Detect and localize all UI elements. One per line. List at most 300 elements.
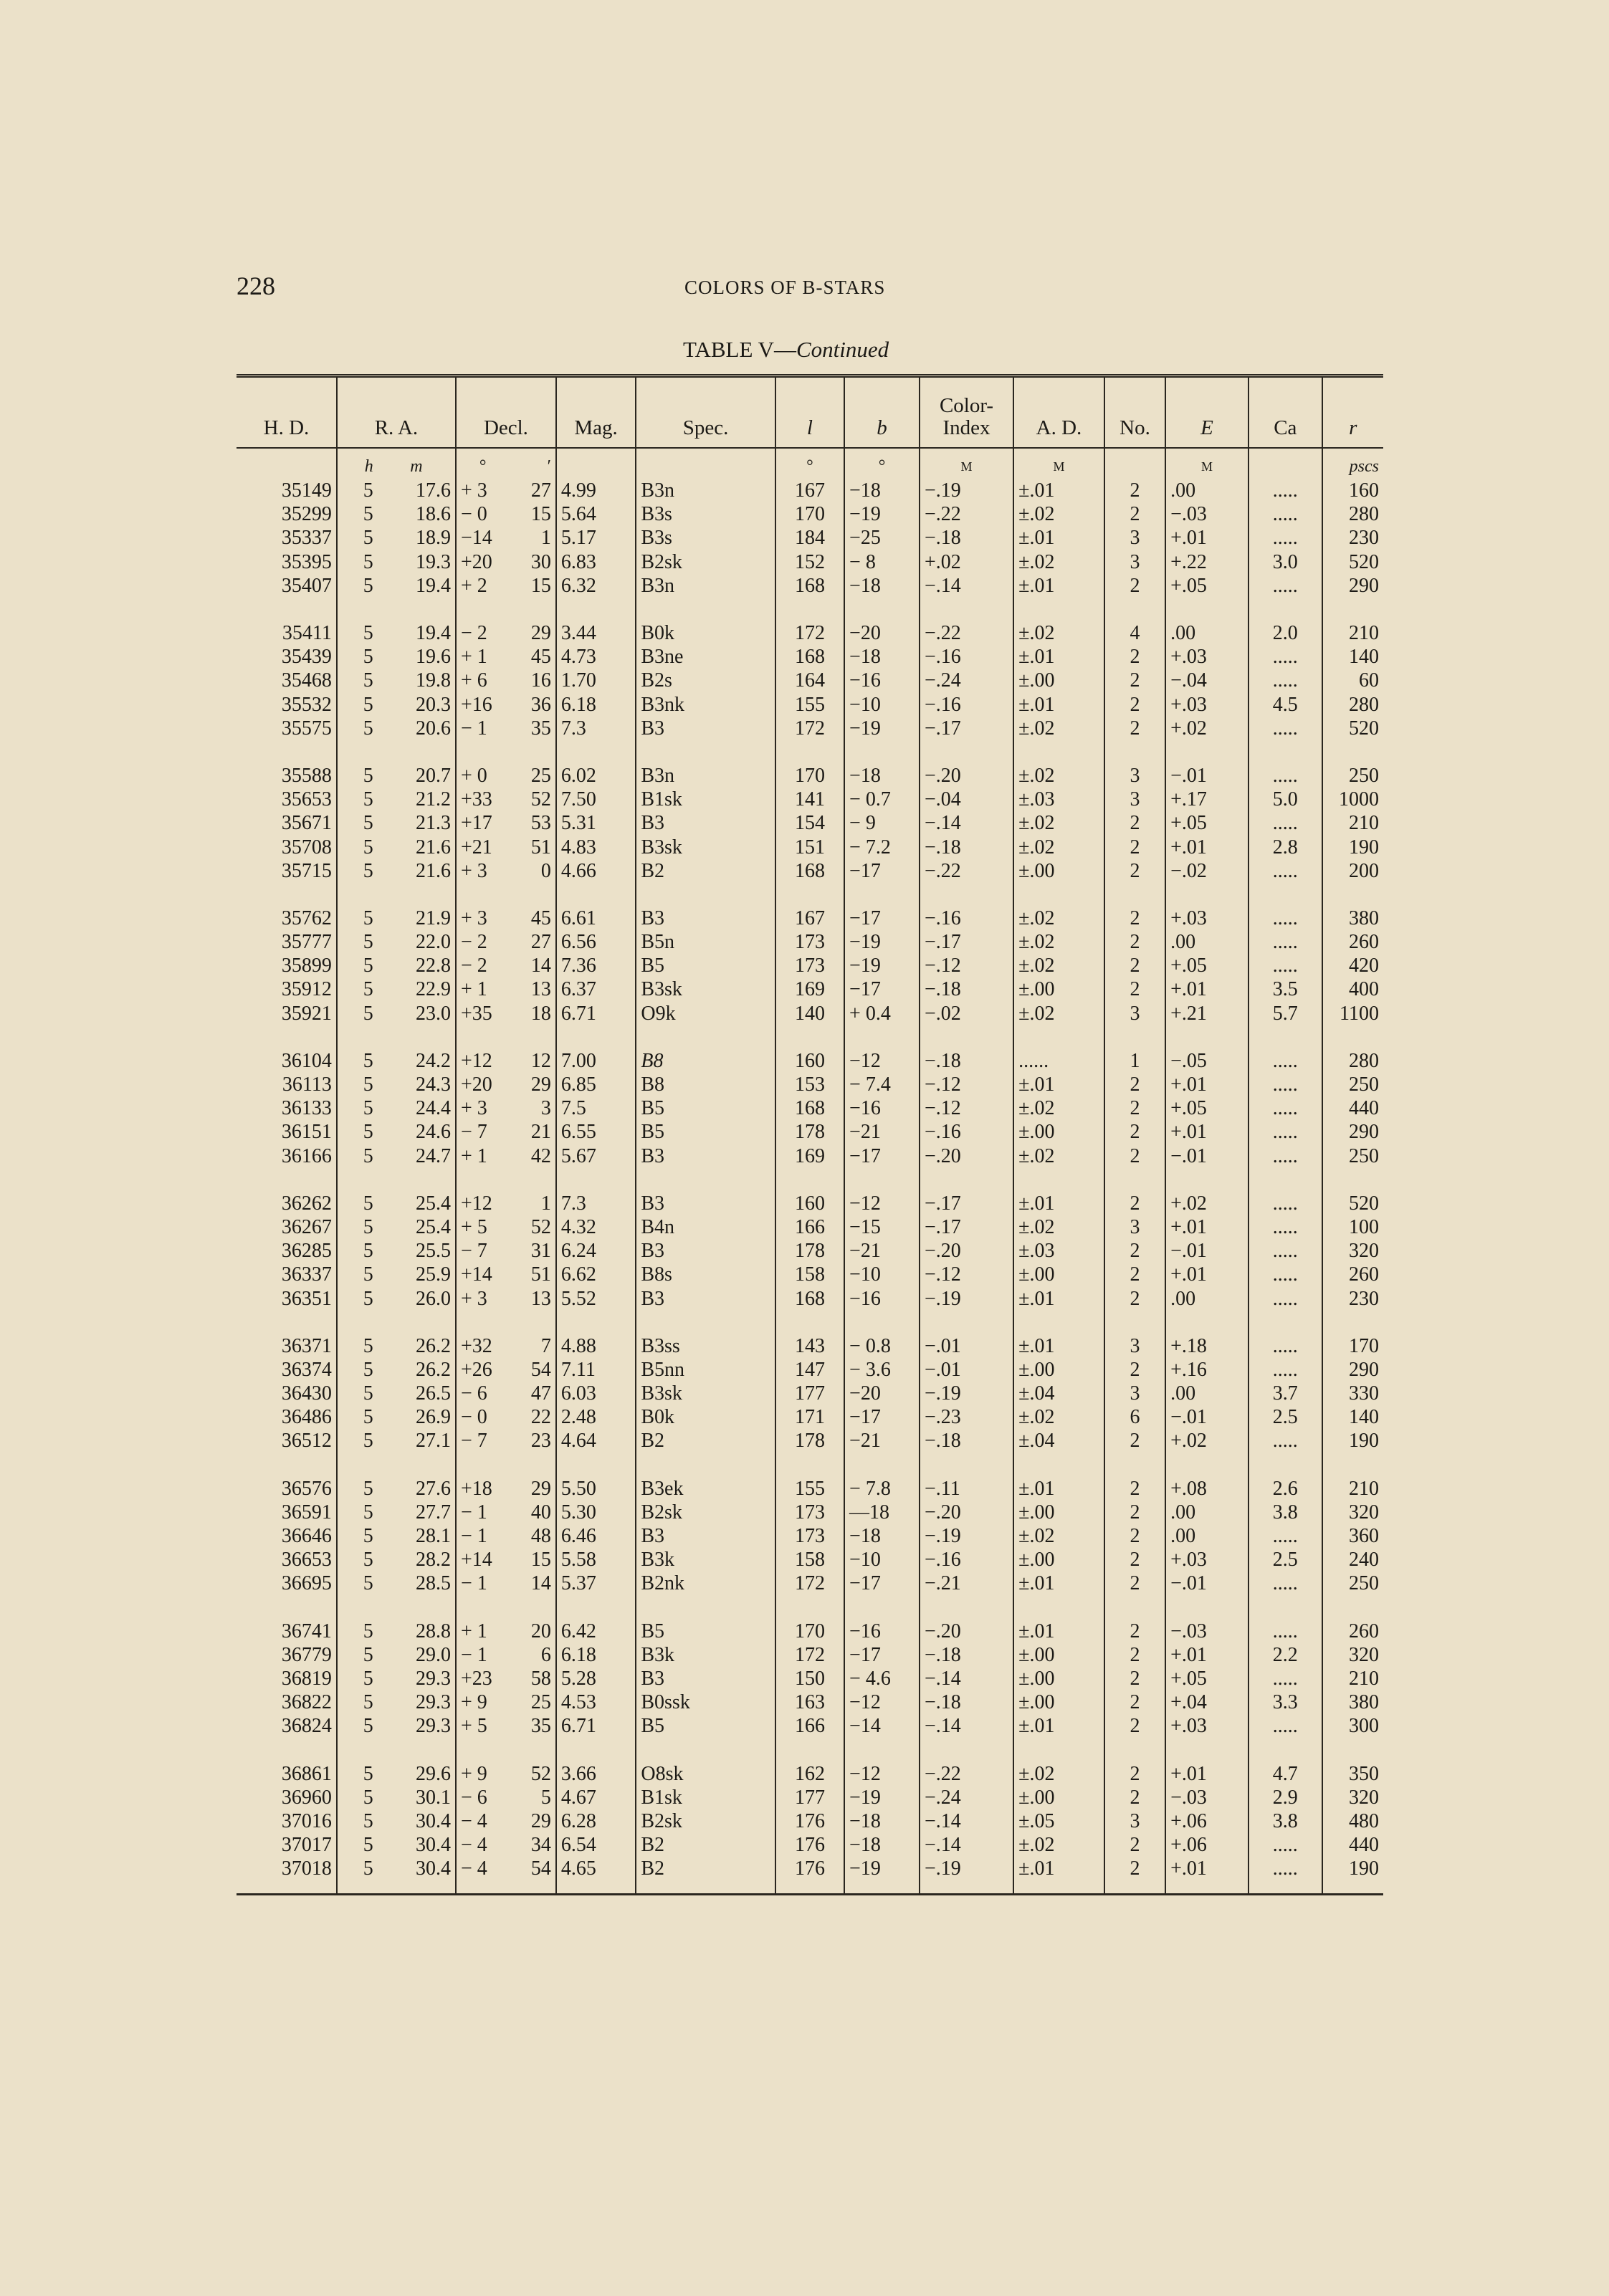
cell-decl-min: 20: [530, 1620, 551, 1642]
spacer-cell: [1013, 1596, 1104, 1620]
cell-no: 2: [1104, 1714, 1165, 1738]
cell-l: 150: [775, 1667, 844, 1690]
cell-spec: B3ne: [636, 645, 775, 669]
cell-mag: 6.18: [556, 693, 636, 717]
cell-decl-min: 6: [540, 1643, 551, 1666]
cell-mag: 3.44: [556, 621, 636, 645]
cell-b: −18: [844, 1524, 920, 1548]
spacer-cell: [1165, 883, 1248, 907]
spacer-cell: [456, 1025, 509, 1049]
spacer-cell: [337, 1880, 378, 1895]
spacer-cell: [337, 1311, 378, 1334]
cell-l: 177: [775, 1786, 844, 1809]
cell-spec: B3sk: [636, 1382, 775, 1405]
cell-decl-min: 1: [540, 1192, 551, 1215]
cell-ra-h: 5: [337, 1120, 378, 1144]
cell-ad: ±.02: [1013, 1524, 1104, 1548]
spacer-cell: [775, 598, 844, 621]
cell-decl-deg: − 0: [456, 502, 509, 526]
cell-mag: 6.28: [556, 1809, 636, 1833]
cell-e: +.01: [1165, 977, 1248, 1001]
cell-ad: ±.01: [1013, 1572, 1104, 1595]
cell-decl-deg: + 0: [456, 764, 509, 788]
cell-color-index: −.18: [920, 835, 1013, 858]
cell-l: 168: [775, 645, 844, 669]
cell-ra-h: 5: [337, 1144, 378, 1168]
cell-e: −.01: [1165, 1239, 1248, 1263]
table-container: [237, 374, 1383, 1895]
cell-spec: B3: [636, 717, 775, 740]
cell-ra-h: 5: [337, 1667, 378, 1690]
cell-e: +.05: [1165, 574, 1248, 598]
cell-l: 155: [775, 693, 844, 717]
cell-hd: 36486: [281, 1406, 332, 1429]
table-row: [237, 502, 1383, 526]
table-row: [237, 1286, 1383, 1310]
cell-ra-m: 28.8: [416, 1620, 451, 1642]
cell-decl-min: 29: [530, 622, 551, 645]
cell-mag: 7.3: [556, 1192, 636, 1215]
units-r: pscs: [1322, 448, 1383, 479]
spacer-cell: [636, 1453, 775, 1477]
cell-no: 2: [1104, 645, 1165, 669]
cell-decl-deg: − 6: [456, 1786, 509, 1809]
cell-hd: 36267: [281, 1215, 332, 1238]
cell-ad: ±.02: [1013, 835, 1104, 858]
spacer-cell: [775, 1738, 844, 1761]
cell-decl-min: 18: [530, 1002, 551, 1025]
cell-hd: 35899: [281, 955, 332, 977]
cell-ad: ±.00: [1013, 1358, 1104, 1382]
cell-no: 2: [1104, 1501, 1165, 1524]
cell-l: 184: [775, 526, 844, 550]
cell-l: 140: [775, 1002, 844, 1025]
cell-spec: B3ss: [636, 1334, 775, 1358]
cell-spec: B2sk: [636, 550, 775, 574]
header-b: b: [844, 376, 920, 449]
spacer-cell: [1165, 598, 1248, 621]
cell-decl-min: 16: [530, 669, 551, 692]
spacer-cell: [378, 1311, 456, 1334]
cell-mag: 5.17: [556, 526, 636, 550]
cell-ad: ±.01: [1013, 1477, 1104, 1501]
cell-r: 230: [1322, 1286, 1383, 1310]
cell-no: 2: [1104, 1572, 1165, 1595]
cell-decl-deg: +12: [456, 1049, 509, 1073]
cell-b: −10: [844, 1548, 920, 1572]
cell-ra-h: 5: [337, 1096, 378, 1120]
cell-b: − 0.7: [844, 788, 920, 811]
cell-hd: 35337: [281, 527, 332, 550]
cell-no: 2: [1104, 930, 1165, 954]
table-row: [237, 669, 1383, 692]
cell-e: +.01: [1165, 835, 1248, 858]
cell-mag: 6.02: [556, 764, 636, 788]
cell-decl-deg: + 1: [456, 1620, 509, 1643]
cell-decl-min: 52: [530, 788, 551, 811]
spacer-cell: [636, 1596, 775, 1620]
spacer-cell: [636, 1311, 775, 1334]
cell-l: 178: [775, 1239, 844, 1263]
table-row: [237, 1572, 1383, 1595]
spacer-cell: [556, 1311, 636, 1334]
cell-l: 153: [775, 1073, 844, 1096]
cell-mag: 5.37: [556, 1572, 636, 1595]
cell-ad: ±.02: [1013, 621, 1104, 645]
cell-no: 3: [1104, 1809, 1165, 1833]
cell-l: 178: [775, 1429, 844, 1453]
cell-spec: B4n: [636, 1215, 775, 1239]
cell-ra-h: 5: [337, 1524, 378, 1548]
cell-color-index: −.18: [920, 526, 1013, 550]
cell-e: −.04: [1165, 669, 1248, 692]
table-row: [237, 764, 1383, 788]
cell-ra-m: 19.4: [416, 574, 451, 597]
spacer-cell: [1104, 1738, 1165, 1761]
cell-color-index: −.18: [920, 1690, 1013, 1714]
cell-color-index: −.22: [920, 859, 1013, 883]
cell-mag: 6.18: [556, 1643, 636, 1667]
cell-e: −.01: [1165, 1572, 1248, 1595]
cell-b: −16: [844, 1286, 920, 1310]
cell-ra-h: 5: [337, 1761, 378, 1785]
units-ca: [1248, 448, 1322, 479]
spacer-cell: [1013, 1453, 1104, 1477]
cell-ca: .....: [1248, 1073, 1322, 1096]
cell-b: −17: [844, 977, 920, 1001]
cell-ca: 2.0: [1248, 621, 1322, 645]
cell-no: 2: [1104, 1192, 1165, 1215]
spacer-cell: [844, 1880, 920, 1895]
cell-ra-m: 19.4: [416, 622, 451, 645]
cell-hd: 35671: [281, 812, 332, 835]
cell-b: −19: [844, 502, 920, 526]
cell-color-index: −.12: [920, 1263, 1013, 1286]
cell-r: 1000: [1322, 788, 1383, 811]
cell-decl-min: 15: [530, 1549, 551, 1572]
cell-ca: 5.0: [1248, 788, 1322, 811]
cell-spec: B3k: [636, 1548, 775, 1572]
cell-hd: 35575: [281, 717, 332, 740]
cell-ad: ±.01: [1013, 479, 1104, 502]
cell-l: 141: [775, 788, 844, 811]
cell-ca: .....: [1248, 1572, 1322, 1595]
cell-ra-m: 21.2: [416, 788, 451, 811]
cell-decl-deg: + 3: [456, 1286, 509, 1310]
cell-spec: B3nk: [636, 693, 775, 717]
cell-ad: ±.02: [1013, 550, 1104, 574]
cell-spec: B5n: [636, 930, 775, 954]
cell-l: 169: [775, 977, 844, 1001]
cell-ca: .....: [1248, 1524, 1322, 1548]
cell-decl-min: 22: [530, 1406, 551, 1429]
cell-ra-m: 27.6: [416, 1477, 451, 1500]
cell-ad: ±.01: [1013, 1857, 1104, 1880]
units-l: °: [775, 448, 844, 479]
cell-hd: 36104: [281, 1049, 332, 1072]
cell-color-index: −.18: [920, 1643, 1013, 1667]
cell-ra-h: 5: [337, 1286, 378, 1310]
cell-ad: ±.00: [1013, 1667, 1104, 1690]
cell-decl-deg: − 7: [456, 1239, 509, 1263]
cell-ca: 3.0: [1248, 550, 1322, 574]
cell-no: 3: [1104, 788, 1165, 811]
cell-r: 320: [1322, 1643, 1383, 1667]
cell-e: −.05: [1165, 1049, 1248, 1073]
spacer-cell: [920, 740, 1013, 764]
cell-r: 250: [1322, 1144, 1383, 1168]
cell-ca: .....: [1248, 1215, 1322, 1239]
cell-b: −21: [844, 1120, 920, 1144]
cell-spec: B1sk: [636, 788, 775, 811]
cell-l: 154: [775, 811, 844, 835]
cell-no: 2: [1104, 1263, 1165, 1286]
cell-mag: 6.83: [556, 550, 636, 574]
cell-ad: ±.02: [1013, 502, 1104, 526]
spacer-cell: [337, 883, 378, 907]
cell-b: −21: [844, 1239, 920, 1263]
units-no: [1104, 448, 1165, 479]
cell-ad: ±.00: [1013, 1263, 1104, 1286]
cell-spec: B3: [636, 1286, 775, 1310]
cell-color-index: −.16: [920, 1120, 1013, 1144]
cell-ra-h: 5: [337, 811, 378, 835]
cell-ra-h: 5: [337, 930, 378, 954]
spacer-cell: [509, 1025, 556, 1049]
cell-hd: 37016: [281, 1809, 332, 1832]
cell-ra-m: 21.3: [416, 812, 451, 835]
cell-decl-min: 27: [530, 931, 551, 954]
cell-b: −18: [844, 645, 920, 669]
table-row: [237, 930, 1383, 954]
cell-e: +.17: [1165, 788, 1248, 811]
cell-ra-h: 5: [337, 835, 378, 858]
cell-ad: ±.00: [1013, 1786, 1104, 1809]
cell-ra-m: 24.3: [416, 1073, 451, 1096]
cell-r: 290: [1322, 574, 1383, 598]
cell-b: − 0.8: [844, 1334, 920, 1358]
cell-b: −10: [844, 693, 920, 717]
cell-decl-deg: +17: [456, 811, 509, 835]
cell-e: .00: [1165, 930, 1248, 954]
cell-l: 172: [775, 1643, 844, 1667]
cell-ra-h: 5: [337, 1833, 378, 1857]
cell-mag: 4.83: [556, 835, 636, 858]
spacer-cell: [1013, 883, 1104, 907]
table-row: [237, 1334, 1383, 1358]
cell-spec: B2: [636, 1429, 775, 1453]
cell-decl-min: 35: [530, 717, 551, 740]
cell-ca: .....: [1248, 669, 1322, 692]
cell-b: −12: [844, 1049, 920, 1073]
cell-ad: ±.00: [1013, 859, 1104, 883]
spacer-cell: [378, 1025, 456, 1049]
cell-decl-min: 21: [530, 1121, 551, 1144]
cell-color-index: −.20: [920, 764, 1013, 788]
cell-spec: B3: [636, 1524, 775, 1548]
cell-ra-h: 5: [337, 1477, 378, 1501]
table-row: [237, 1358, 1383, 1382]
cell-ad: ±.01: [1013, 645, 1104, 669]
cell-spec: B3: [636, 1192, 775, 1215]
cell-no: 3: [1104, 1215, 1165, 1239]
cell-ra-m: 27.1: [416, 1430, 451, 1453]
cell-e: .00: [1165, 1501, 1248, 1524]
cell-ra-h: 5: [337, 1714, 378, 1738]
cell-ra-h: 5: [337, 1690, 378, 1714]
cell-decl-deg: − 1: [456, 1501, 509, 1524]
cell-color-index: −.20: [920, 1620, 1013, 1643]
cell-b: − 7.2: [844, 835, 920, 858]
table-row: [237, 717, 1383, 740]
cell-decl-deg: − 7: [456, 1429, 509, 1453]
cell-spec: B3: [636, 1239, 775, 1263]
cell-b: −12: [844, 1192, 920, 1215]
spacer-cell: [775, 1311, 844, 1334]
spacer-cell: [1322, 1880, 1383, 1895]
cell-no: 2: [1104, 835, 1165, 858]
table-row: [237, 1429, 1383, 1453]
cell-r: 200: [1322, 859, 1383, 883]
cell-spec: B5: [636, 1096, 775, 1120]
cell-spec: B3s: [636, 526, 775, 550]
cell-e: +.02: [1165, 717, 1248, 740]
cell-decl-deg: − 1: [456, 1524, 509, 1548]
cell-ra-m: 30.4: [416, 1857, 451, 1880]
cell-no: 2: [1104, 717, 1165, 740]
cell-ra-m: 20.3: [416, 693, 451, 716]
table-row: [237, 788, 1383, 811]
cell-e: +.01: [1165, 1263, 1248, 1286]
cell-ra-m: 20.6: [416, 717, 451, 740]
cell-no: 4: [1104, 621, 1165, 645]
cell-r: 330: [1322, 1382, 1383, 1405]
cell-ra-h: 5: [337, 1429, 378, 1453]
spacer-cell: [378, 1596, 456, 1620]
cell-spec: B3n: [636, 764, 775, 788]
cell-decl-deg: + 2: [456, 574, 509, 598]
cell-r: 280: [1322, 502, 1383, 526]
cell-color-index: −.16: [920, 693, 1013, 717]
cell-color-index: −.17: [920, 1192, 1013, 1215]
cell-r: 190: [1322, 1857, 1383, 1880]
table-body: [237, 448, 1383, 1895]
cell-l: 168: [775, 1286, 844, 1310]
cell-b: −14: [844, 1714, 920, 1738]
units-row: [237, 448, 1383, 479]
cell-ad: ±.01: [1013, 1620, 1104, 1643]
cell-e: +.21: [1165, 1002, 1248, 1025]
table-title-continued: Continued: [796, 337, 889, 362]
spacer-cell: [237, 1311, 337, 1334]
table-bottom-rule: [237, 1880, 1383, 1895]
cell-mag: 6.37: [556, 977, 636, 1001]
cell-no: 2: [1104, 1620, 1165, 1643]
cell-r: 250: [1322, 1572, 1383, 1595]
cell-e: +.16: [1165, 1358, 1248, 1382]
cell-mag: 7.3: [556, 717, 636, 740]
cell-spec: B8: [636, 1073, 775, 1096]
cell-mag: 1.70: [556, 669, 636, 692]
cell-no: 2: [1104, 1477, 1165, 1501]
cell-no: 2: [1104, 811, 1165, 835]
spacer-cell: [378, 1453, 456, 1477]
cell-ca: .....: [1248, 907, 1322, 930]
spacer-cell: [1013, 598, 1104, 621]
cell-mag: 6.42: [556, 1620, 636, 1643]
cell-no: 2: [1104, 1524, 1165, 1548]
cell-decl-min: 7: [540, 1334, 551, 1357]
cell-l: 173: [775, 1524, 844, 1548]
cell-ra-m: 19.3: [416, 550, 451, 573]
cell-decl-min: 5: [540, 1786, 551, 1809]
units-ad: M: [1013, 448, 1104, 479]
cell-ra-m: 29.3: [416, 1691, 451, 1714]
cell-r: 140: [1322, 1405, 1383, 1429]
spacer-cell: [509, 1453, 556, 1477]
cell-r: 210: [1322, 621, 1383, 645]
units-decl-min: ′: [547, 456, 551, 476]
cell-ca: .....: [1248, 1096, 1322, 1120]
cell-mag: 6.85: [556, 1073, 636, 1096]
cell-hd: 36166: [281, 1144, 332, 1167]
cell-ra-h: 5: [337, 1548, 378, 1572]
cell-ra-h: 5: [337, 1382, 378, 1405]
cell-e: +.01: [1165, 1120, 1248, 1144]
cell-hd: 36285: [281, 1240, 332, 1263]
spacer-cell: [1248, 1168, 1322, 1192]
cell-ra-m: 29.6: [416, 1762, 451, 1785]
cell-decl-deg: + 1: [456, 645, 509, 669]
spacer-cell: [1104, 1168, 1165, 1192]
cell-no: 2: [1104, 1786, 1165, 1809]
cell-ad: ±.01: [1013, 1714, 1104, 1738]
cell-decl-min: 14: [530, 955, 551, 977]
table-row: [237, 574, 1383, 598]
cell-decl-deg: + 1: [456, 1144, 509, 1168]
table-row: [237, 526, 1383, 550]
group-separator: [237, 1311, 1383, 1334]
cell-ca: .....: [1248, 764, 1322, 788]
cell-ca: .....: [1248, 1144, 1322, 1168]
cell-spec: B0k: [636, 621, 775, 645]
cell-ra-h: 5: [337, 977, 378, 1001]
cell-color-index: −.20: [920, 1501, 1013, 1524]
cell-decl-min: 29: [530, 1477, 551, 1500]
cell-decl-min: 13: [530, 978, 551, 1001]
cell-color-index: −.17: [920, 717, 1013, 740]
spacer-cell: [920, 1596, 1013, 1620]
spacer-cell: [509, 1168, 556, 1192]
data-table: [237, 374, 1383, 1895]
header-e: E: [1165, 376, 1248, 449]
spacer-cell: [1013, 1311, 1104, 1334]
cell-l: 147: [775, 1358, 844, 1382]
cell-e: +.05: [1165, 1096, 1248, 1120]
cell-decl-min: 48: [530, 1525, 551, 1548]
cell-r: 290: [1322, 1358, 1383, 1382]
spacer-cell: [1322, 740, 1383, 764]
table-row: [237, 1714, 1383, 1738]
spacer-cell: [337, 598, 378, 621]
cell-ad: ±.00: [1013, 1690, 1104, 1714]
cell-ra-m: 29.0: [416, 1643, 451, 1666]
cell-no: 2: [1104, 1643, 1165, 1667]
spacer-cell: [844, 1025, 920, 1049]
cell-mag: 5.50: [556, 1477, 636, 1501]
spacer-cell: [844, 598, 920, 621]
cell-ra-m: 26.2: [416, 1334, 451, 1357]
